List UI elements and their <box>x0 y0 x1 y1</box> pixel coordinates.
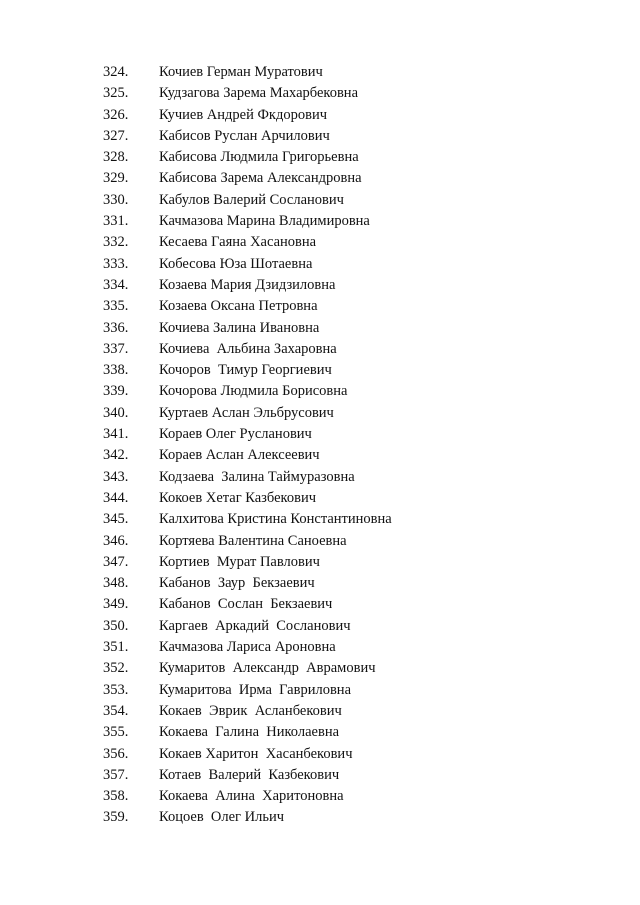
list-item-number: 340. <box>103 404 129 421</box>
list-item <box>103 807 392 828</box>
list-item-name: Качмазова Марина Владимировна <box>159 213 370 230</box>
list-item <box>103 680 392 701</box>
list-item-name: Кочиева Альбина Захаровна <box>159 340 337 357</box>
list-item-number: 348. <box>103 575 129 592</box>
list-item-name: Кочорова Людмила Борисовна <box>159 383 348 400</box>
list-item-number: 335. <box>103 298 129 315</box>
list-item <box>103 573 392 594</box>
list-item-number: 342. <box>103 447 129 464</box>
list-item-name: Кабулов Валерий Сосланович <box>159 191 344 208</box>
list-item <box>103 531 392 552</box>
list-item-number: 336. <box>103 319 129 336</box>
list-item-name: Кодзаева Залина Таймуразовна <box>159 468 355 485</box>
list-item-name: Кочоров Тимур Георгиевич <box>159 362 332 379</box>
list-item-name: Куртаев Аслан Эльбрусович <box>159 404 334 421</box>
list-item-name: Кабисов Руслан Арчилович <box>159 127 330 144</box>
list-item-number: 333. <box>103 255 129 272</box>
list-item-name: Каргаев Аркадий Сосланович <box>159 617 351 634</box>
list-item <box>103 275 392 296</box>
list-item-name: Качмазова Лариса Ароновна <box>159 639 336 656</box>
list-item-name: Кораев Аслан Алексеевич <box>159 447 320 464</box>
list-item-number: 352. <box>103 660 129 677</box>
list-item <box>103 126 392 147</box>
list-item-number: 327. <box>103 127 129 144</box>
list-item <box>103 658 392 679</box>
list-item <box>103 552 392 573</box>
list-item <box>103 318 392 339</box>
list-item <box>103 722 392 743</box>
list-item-name: Кучиев Андрей Фкдорович <box>159 106 327 123</box>
list-item-name: Кокаев Харитон Хасанбекович <box>159 745 353 762</box>
list-item-name: Кумаритов Александр Аврамович <box>159 660 376 677</box>
list-item-number: 337. <box>103 340 129 357</box>
list-item <box>103 744 392 765</box>
list-item-number: 351. <box>103 639 129 656</box>
list-item <box>103 509 392 530</box>
list-item-number: 332. <box>103 234 129 251</box>
list-item <box>103 339 392 360</box>
list-item <box>103 424 392 445</box>
list-item-number: 343. <box>103 468 129 485</box>
list-item-name: Кочиев Герман Муратович <box>159 64 323 80</box>
list-item-name: Кораев Олег Русланович <box>159 426 312 443</box>
list-item-number: 358. <box>103 788 129 805</box>
list-item-number: 354. <box>103 702 129 719</box>
list-item-name: Котаев Валерий Казбекович <box>159 766 340 783</box>
list-item <box>103 254 392 275</box>
list-item-name: Кортяева Валентина Саноевна <box>159 532 347 549</box>
list-item-name: Кобесова Юза Шотаевна <box>159 255 313 272</box>
list-item <box>103 616 392 637</box>
list-item-name: Кабисова Зарема Александровна <box>159 170 362 187</box>
list-item-number: 324. <box>103 64 129 80</box>
list-item-number: 344. <box>103 489 129 506</box>
list-item <box>103 147 392 168</box>
list-item <box>103 62 392 83</box>
list-item <box>103 168 392 189</box>
list-item-name: Козаева Мария Дзидзиловна <box>159 276 336 293</box>
list-item <box>103 232 392 253</box>
list-item-number: 349. <box>103 596 129 613</box>
list-item-name: Кумаритова Ирма Гавриловна <box>159 681 352 698</box>
list-item <box>103 786 392 807</box>
list-item-number: 334. <box>103 276 129 293</box>
list-item <box>103 360 392 381</box>
name-list <box>103 62 392 829</box>
list-item-name: Кочиева Залина Ивановна <box>159 319 320 336</box>
list-item-number: 355. <box>103 724 129 741</box>
list-item <box>103 467 392 488</box>
list-item <box>103 445 392 466</box>
list-item <box>103 765 392 786</box>
list-item-number: 326. <box>103 106 129 123</box>
list-item <box>103 594 392 615</box>
list-item-number: 329. <box>103 170 129 187</box>
list-item-number: 339. <box>103 383 129 400</box>
list-item-number: 325. <box>103 85 129 102</box>
list-item-name: Кокоев Хетаг Казбекович <box>159 489 316 506</box>
list-item-number: 359. <box>103 809 129 826</box>
list-item-name: Кокаев Эврик Асланбекович <box>159 702 342 719</box>
list-item-name: Кабанов Заур Бекзаевич <box>159 575 315 592</box>
list-item-number: 357. <box>103 766 129 783</box>
list-item-name: Калхитова Кристина Константиновна <box>159 511 392 528</box>
list-item-number: 341. <box>103 426 129 443</box>
list-item <box>103 701 392 722</box>
list-item-number: 331. <box>103 213 129 230</box>
list-item <box>103 83 392 104</box>
list-item-number: 350. <box>103 617 129 634</box>
list-item-number: 328. <box>103 149 129 166</box>
list-item-number: 353. <box>103 681 129 698</box>
list-item <box>103 211 392 232</box>
list-item-name: Кабисова Людмила Григорьевна <box>159 149 359 166</box>
list-item-number: 356. <box>103 745 129 762</box>
list-item <box>103 190 392 211</box>
list-item <box>103 403 392 424</box>
list-item-name: Кудзагова Зарема Махарбековна <box>159 85 359 102</box>
list-item-name: Кесаева Гаяна Хасановна <box>159 234 317 251</box>
list-item-name: Козаева Оксана Петровна <box>159 298 318 315</box>
list-item-number: 345. <box>103 511 129 528</box>
list-item <box>103 105 392 126</box>
list-item-name: Кабанов Сослан Бекзаевич <box>159 596 333 613</box>
list-item-name: Кокаева Алина Харитоновна <box>159 788 344 805</box>
list-item <box>103 381 392 402</box>
list-item <box>103 637 392 658</box>
list-item-number: 347. <box>103 553 129 570</box>
list-item-name: Кокаева Галина Николаевна <box>159 724 340 741</box>
list-item <box>103 488 392 509</box>
list-item-number: 330. <box>103 191 129 208</box>
list-item <box>103 296 392 317</box>
list-item-number: 346. <box>103 532 129 549</box>
list-item-name: Коцоев Олег Ильич <box>159 809 285 826</box>
list-item-number: 338. <box>103 362 129 379</box>
list-item-name: Кортиев Мурат Павлович <box>159 553 320 570</box>
